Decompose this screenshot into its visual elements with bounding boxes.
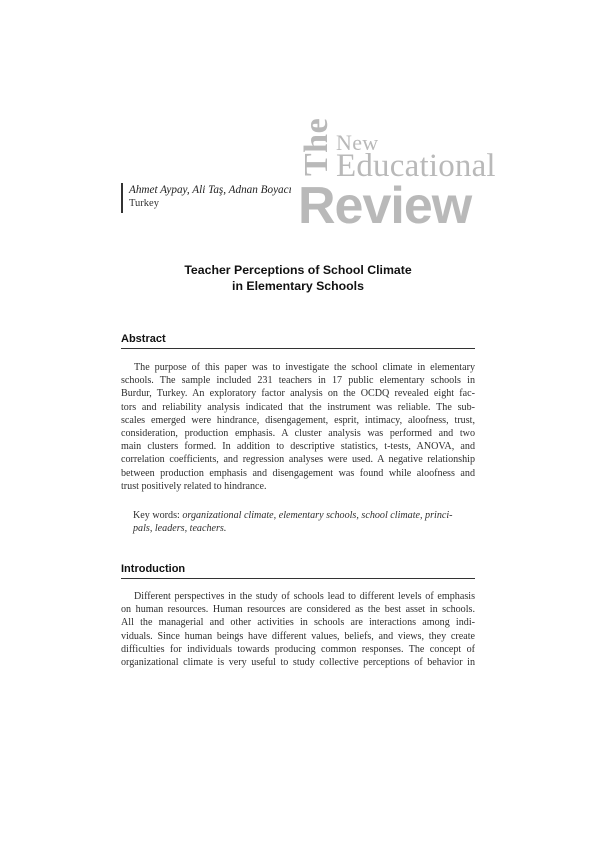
- keywords-line-2: pals, leaders, teachers.: [133, 523, 227, 535]
- logo-new: New: [336, 130, 379, 155]
- introduction-line: viduals. Since human beings have different values, beliefs, and views, they create: [121, 630, 475, 642]
- author-country: Turkey: [129, 198, 159, 209]
- abstract-line: Burdur, Turkey. An exploratory factor analysis on the OCDQ revealed eight fac-: [121, 388, 475, 400]
- abstract-line: correlation coefficients, and regression analyses were used. A negative relationship: [121, 454, 475, 466]
- abstract-line: main clusters formed. In addition to descriptive statistics, t-tests, ANOVA, and: [121, 441, 475, 453]
- paper-title: [121, 262, 475, 294]
- author-block: [121, 183, 292, 213]
- abstract-line: schools. The sample included 231 teachers in 17 public elementary schools in: [121, 375, 475, 387]
- introduction-line: on human resources. Human resources are considered as the best asset in schools.: [121, 604, 475, 616]
- abstract-line: The purpose of this paper was to investigate the school climate in elementary: [134, 362, 475, 373]
- abstract-line: tors and reliability analysis indicated that the instrument was reliable. The sub-: [121, 401, 475, 413]
- abstract-line: scales emerged were hindrance, disengagement, esprit, intimacy, aloofness, trust,: [121, 414, 475, 426]
- journal-logo: [296, 117, 496, 235]
- abstract-text: [121, 361, 475, 493]
- introduction-line: organizational climate is very useful to study collective perceptions of behavior in: [121, 657, 475, 669]
- keywords: [133, 509, 463, 535]
- author-names: Ahmet Aypay, Ali Taş, Adnan Boyacı: [129, 184, 292, 196]
- keywords-line-1: organizational climate, elementary schools, school climate, princi-: [182, 510, 453, 521]
- introduction-line: difficulties for individuals towards producing common responses. The concept of: [121, 643, 475, 655]
- keywords-label: Key words:: [133, 510, 180, 521]
- logo-educational: Educational: [336, 148, 496, 184]
- title-line-1: Teacher Perceptions of School Climate: [184, 263, 412, 277]
- title-line-2: in Elementary Schools: [232, 279, 364, 293]
- abstract-line: trust positively related to hindrance.: [121, 480, 267, 492]
- introduction-line: Different perspectives in the study of schools lead to different levels of emphasis: [134, 591, 475, 602]
- logo-the: The: [298, 117, 335, 176]
- introduction-text: [121, 590, 475, 669]
- introduction-heading: Introduction: [121, 562, 475, 579]
- abstract-line: between production emphasis and disengagement was found while aloofness and: [121, 467, 475, 479]
- abstract-heading: Abstract: [121, 332, 475, 349]
- introduction-line: All the managerial and other activities in schools are interactions among indi-: [121, 617, 475, 629]
- logo-review: Review: [298, 177, 472, 235]
- abstract-line: consideration, production emphasis. A cluster analysis was performed and two: [121, 428, 475, 440]
